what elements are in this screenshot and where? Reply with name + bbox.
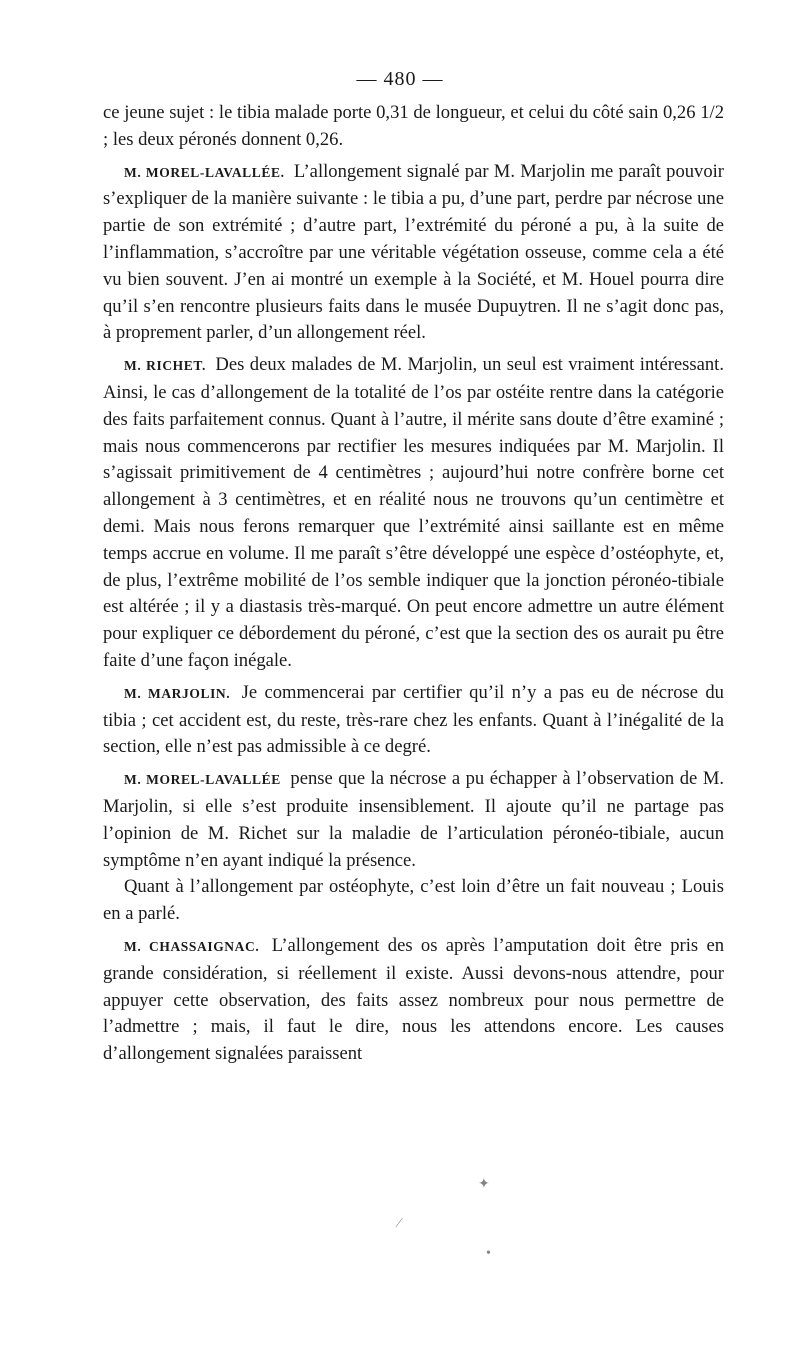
speaker-name: M. CHASSAIGNAC. [124, 938, 260, 954]
paragraph-text: L’allongement des os après l’amputation doit être pris en grande considération, si réellement il existe. Aussi devons-nous attendre, pour appuyer cette observation, des faits assez nombreux pour nous permettre de l’admettre ; mais, il faut le dire, nous les attendons encore. Les causes d’allongement signalées paraissent [103, 934, 725, 1065]
ink-smudge: ✦ [478, 1177, 490, 1192]
page-number: — 480 — [356, 68, 444, 90]
speaker-name: M. MARJOLIN. [124, 685, 231, 701]
paragraph-continuation [103, 100, 724, 154]
paragraph-ostéophyte [103, 874, 724, 928]
paragraph-morel-lavallee-1 [103, 159, 724, 348]
ink-smudge: • [486, 1246, 491, 1261]
speaker-name: M. MOREL-LAVALLÉE [124, 772, 281, 788]
paragraph-text: Je commencerai par certifier qu’il n’y a pas eu de nécrose du tibia ; cet accident est, du reste, très-rare chez les enfants. Quant à l’inégalité de la section, elle n’est pas admissible à ce degré. [103, 681, 724, 758]
speaker-name: M. MOREL-LAVALLÉE. [124, 164, 285, 180]
paragraph-chassaignac [103, 933, 724, 1068]
speaker-name: M. RICHET. [124, 358, 206, 374]
paragraph-text: Des deux malades de M. Marjolin, un seul est vraiment intéressant. Ainsi, le cas d’allongement de la totalité de l’os par ostéite rentre dans la catégorie des faits parfaitement connus. Quant à l’autre, il mérite sans doute d’être examiné ; mais nous commencerons par rectifier les mesures indiquées par M. Marjolin. Il s’agissait primitivement de 4 centimètres ; aujourd’hui notre confrère borne cet allongement à 3 centimètres, et en réalité nous ne trouvons qu’un centimètre et demi. Mais nous ferons remarquer que l’extrémité ainsi saillante est en même temps accrue en volume. Il me paraît s’être développé une espèce d’ostéophyte, et, de plus, l’extrême mobilité de l’os semble indiquer que la jonction péronéo-tibiale est altérée ; il y a diastasis très-marqué. On peut encore admettre un autre élément pour expliquer ce débordement du péroné, c’est que la section des os aurait pu être faite d’une façon inégale. [103, 354, 724, 671]
paragraph-text: ce jeune sujet : le tibia malade porte 0,31 de longueur, et celui du côté sain 0,26 1/2 ; les deux péronés donnent 0,26. [103, 102, 724, 150]
paragraph-marjolin [103, 680, 724, 761]
paragraph-text: Quant à l’allongement par ostéophyte, c’est loin d’être un fait nouveau ; Louis en a parlé. [103, 876, 724, 925]
paragraph-morel-lavallee-2 [103, 766, 724, 874]
ink-smudge: ⁄ [398, 1216, 401, 1231]
paragraph-text: L’allongement signalé par M. Marjolin me paraît pouvoir s’expliquer de la manière suivante : le tibia a pu, d’une part, perdre par nécrose une partie de son extrémité ; d’autre part, l’extrémité du péroné a pu, à la suite de l’inflammation, s’accroître par une véritable végétation osseuse, comme cela a été vu bien souvent. J’en ai montré un exemple à la Société, et M. Houel pourra dire qu’il s’en rencontre plusieurs faits dans le musée Dupuytren. Il ne s’agit donc pas, à proprement parler, d’un allongement réel. [103, 160, 724, 344]
body-text [103, 100, 724, 1068]
paragraph-text: pense que la nécrose a pu échapper à l’observation de M. Marjolin, si elle s’est produite insensiblement. Il ajoute qu’il ne partage pas l’opinion de M. Richet sur la maladie de l’articulation péronéo-tibiale, aucun symptôme n’en ayant indiqué la présence. [103, 768, 724, 871]
paragraph-richet [103, 352, 724, 675]
